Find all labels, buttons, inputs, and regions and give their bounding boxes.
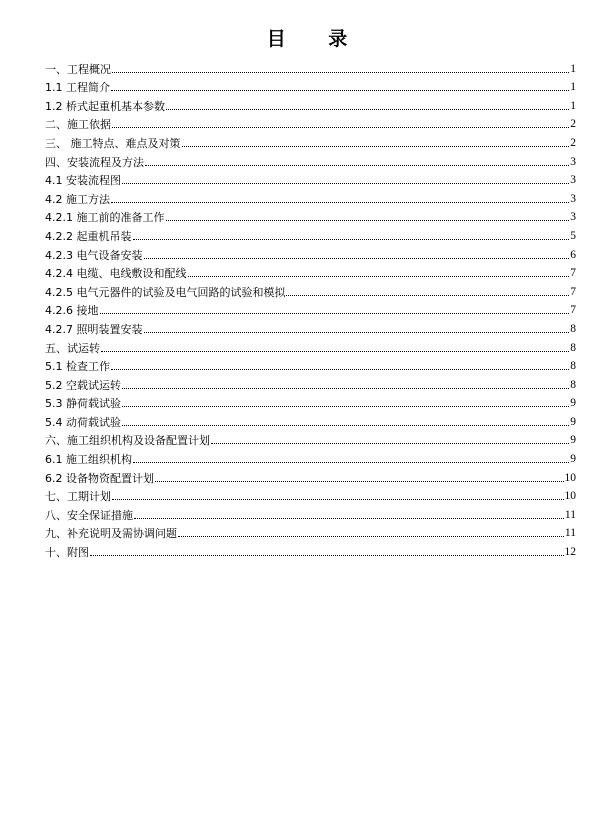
toc-page-number: 10	[564, 490, 576, 503]
toc-entry[interactable]	[45, 336, 576, 355]
toc-entry-text: 5.1 检查工作	[45, 360, 110, 374]
toc-page-number: 3	[570, 174, 576, 187]
toc-entry[interactable]	[45, 262, 576, 281]
toc-entry-text: 三、 施工特点、难点及对策	[45, 136, 181, 150]
toc-page-number: 12	[564, 546, 576, 559]
toc-list	[45, 57, 576, 559]
toc-entry-text: 4.2.2 起重机吊装	[45, 229, 132, 243]
toc-dot-leader	[122, 182, 569, 184]
toc-dot-leader	[144, 331, 570, 333]
toc-dot-leader	[112, 498, 564, 500]
toc-entry[interactable]	[45, 410, 576, 429]
toc-entry-text: 4.2 施工方法	[45, 192, 110, 206]
toc-entry-text: 十、附图	[45, 546, 89, 560]
toc-entry[interactable]	[45, 373, 576, 392]
toc-entry-text: 5.3 静荷载试验	[45, 397, 121, 411]
toc-entry[interactable]	[45, 485, 576, 504]
toc-entry-text: 6.1 施工组织机构	[45, 453, 132, 467]
toc-page-number: 2	[570, 118, 576, 131]
toc-entry[interactable]	[45, 522, 576, 541]
toc-dot-leader	[122, 405, 569, 407]
toc-entry-text: 一、工程概况	[45, 62, 111, 76]
toc-dot-leader	[111, 89, 569, 91]
toc-dot-leader	[286, 294, 569, 296]
toc-entry[interactable]	[45, 392, 576, 411]
toc-dot-leader	[122, 387, 569, 389]
toc-page-number: 8	[570, 322, 576, 335]
toc-dot-leader	[101, 350, 569, 352]
toc-entry-text: 4.1 安装流程图	[45, 174, 121, 188]
toc-dot-leader	[188, 275, 570, 277]
toc-page-number: 11	[564, 527, 576, 540]
toc-entry-text: 二、施工依据	[45, 118, 111, 132]
toc-page-number: 7	[570, 267, 576, 280]
toc-entry-text: 4.2.4 电缆、电线敷设和配线	[45, 267, 187, 281]
toc-dot-leader	[134, 517, 564, 519]
toc-entry[interactable]	[45, 540, 576, 559]
toc-entry[interactable]	[45, 131, 576, 150]
toc-page-number: 11	[564, 508, 576, 521]
toc-page-number: 9	[570, 453, 576, 466]
toc-page-number: 8	[570, 378, 576, 391]
toc-page-number: 1	[570, 81, 576, 94]
toc-dot-leader	[133, 461, 569, 463]
toc-entry-text: 6.2 设备物资配置计划	[45, 471, 154, 485]
toc-entry[interactable]	[45, 280, 576, 299]
toc-dot-leader	[166, 108, 569, 110]
toc-entry-text: 九、补充说明及需协调问题	[45, 527, 177, 541]
toc-dot-leader	[155, 480, 564, 482]
toc-page-number: 7	[570, 304, 576, 317]
toc-dot-leader	[112, 126, 569, 128]
toc-entry[interactable]	[45, 429, 576, 448]
toc-entry[interactable]	[45, 299, 576, 318]
toc-page-number: 9	[570, 434, 576, 447]
toc-entry-text: 4.2.1 施工前的准备工作	[45, 211, 165, 225]
toc-dot-leader	[182, 145, 570, 147]
toc-dot-leader	[100, 312, 570, 314]
toc-entry-text: 七、工期计划	[45, 490, 111, 504]
toc-entry[interactable]	[45, 169, 576, 188]
toc-dot-leader	[122, 424, 569, 426]
toc-entry[interactable]	[45, 76, 576, 95]
toc-entry-text: 八、安全保证措施	[45, 508, 133, 522]
toc-entry-text: 4.2.3 电气设备安装	[45, 248, 143, 262]
toc-entry-text: 5.4 动荷载试验	[45, 415, 121, 429]
toc-page-number: 7	[570, 285, 576, 298]
toc-dot-leader	[133, 238, 570, 240]
toc-dot-leader	[166, 219, 570, 221]
toc-entry[interactable]	[45, 355, 576, 374]
toc-entry[interactable]	[45, 94, 576, 113]
toc-page-number: 3	[570, 211, 576, 224]
toc-page-number: 8	[570, 341, 576, 354]
toc-page-number: 9	[570, 415, 576, 428]
toc-dot-leader	[90, 554, 564, 556]
toc-entry-text: 5.2 空载试运转	[45, 378, 121, 392]
toc-entry-text: 1.2 桥式起重机基本参数	[45, 99, 165, 113]
toc-dot-leader	[211, 442, 569, 444]
toc-entry[interactable]	[45, 57, 576, 76]
toc-entry[interactable]	[45, 317, 576, 336]
toc-page-number: 9	[570, 397, 576, 410]
toc-dot-leader	[178, 535, 564, 537]
toc-entry[interactable]	[45, 187, 576, 206]
toc-dot-leader	[112, 71, 569, 73]
toc-entry[interactable]	[45, 113, 576, 132]
toc-entry[interactable]	[45, 224, 576, 243]
toc-entry-text: 1.1 工程简介	[45, 81, 110, 95]
toc-dot-leader	[111, 201, 569, 203]
toc-entry-text: 4.2.7 照明装置安装	[45, 322, 143, 336]
toc-entry[interactable]	[45, 243, 576, 262]
toc-entry-text: 五、试运转	[45, 341, 100, 355]
toc-dot-leader	[144, 257, 570, 259]
toc-page-number: 6	[570, 248, 576, 261]
toc-page-number: 1	[570, 99, 576, 112]
toc-entry[interactable]	[45, 206, 576, 225]
toc-entry-text: 六、施工组织机构及设备配置计划	[45, 434, 210, 448]
toc-dot-leader	[111, 368, 569, 370]
toc-entry[interactable]	[45, 466, 576, 485]
toc-entry[interactable]	[45, 503, 576, 522]
toc-page-number: 10	[564, 471, 576, 484]
toc-entry-text: 4.2.5 电气元器件的试验及电气回路的试验和模拟	[45, 285, 286, 299]
toc-page-number: 5	[570, 229, 576, 242]
toc-entry-text: 4.2.6 接地	[45, 304, 99, 318]
toc-entry[interactable]	[45, 150, 576, 169]
toc-page-number: 2	[570, 136, 576, 149]
toc-page-number: 1	[570, 62, 576, 75]
toc-page-number: 8	[570, 360, 576, 373]
toc-entry-text: 四、安装流程及方法	[45, 155, 144, 169]
toc-dot-leader	[145, 164, 569, 166]
toc-title: 目 录	[266, 28, 366, 50]
toc-page-number: 3	[570, 155, 576, 168]
toc-entry[interactable]	[45, 447, 576, 466]
toc-page-number: 3	[570, 192, 576, 205]
